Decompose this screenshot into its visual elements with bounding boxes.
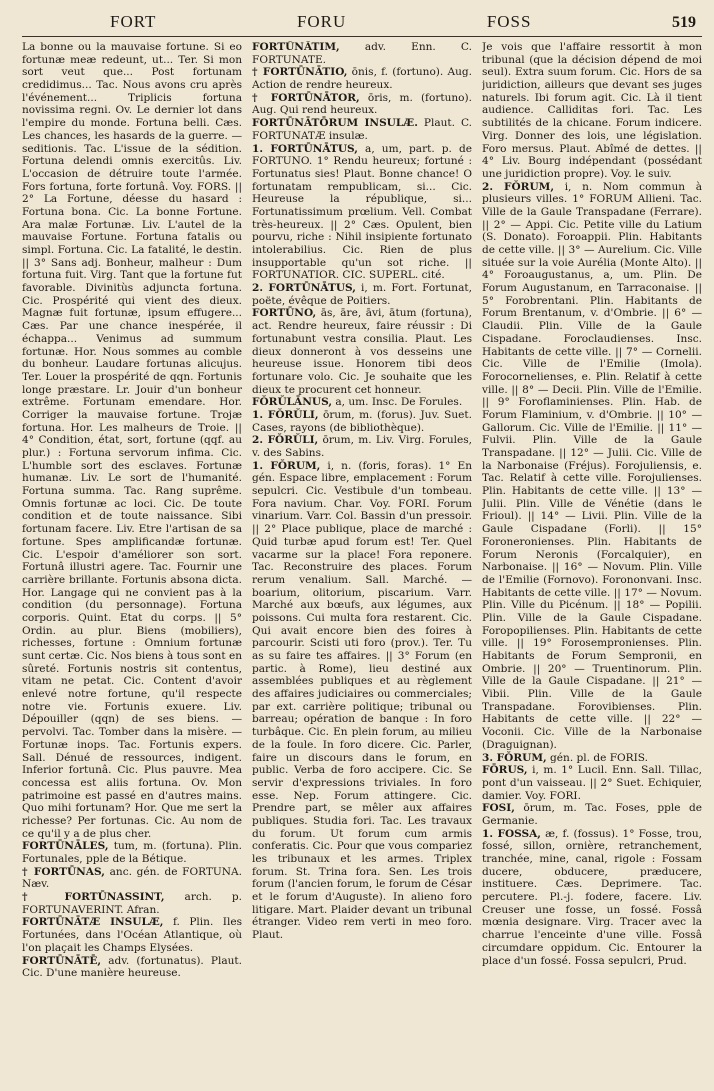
entry-text: tum, m. (fortuna). Plin. Fortunales, pple de la Bétique. <box>22 840 242 865</box>
entry-headword: 2. FŎRŬLI, <box>252 434 319 447</box>
entry-text: a, um. Insc. De Forules. <box>335 396 463 409</box>
entry-headword: † FORTŪNAS, <box>22 865 105 878</box>
entry-text: Je vois que l'affaire ressortit à mon tribunal (que la décision dépend de moi seul). Extra suum forum. Cic. Hors de sa juridiction, ailleurs que devant ses juges naturels. Ibi forum agit. Cic. Là il tient audience. Calliditas fori. Tac. Les subtilités de la chicane. Forum indicere. Virg. Donner des lois, une législation. Foro mersus. Plaut. Abîmé de dettes. || 4° Liv. Bourg indépendant (possédant une juridiction propre). Voy. le suiv. <box>482 41 702 180</box>
entry-text: ōris, m. (fortuno). Aug. Qui rend heureux. <box>252 91 472 117</box>
entry-text: La bonne ou la mauvaise fortune. Si eo fortunæ meæ redeunt, ut... Ter. Si mon sort veut que... Post fortunam credidimus... Tac. Nous avons cru après l'événement... Triplicis fortuna novissima regni. Ov. Le dernier lot dans l'empire du monde. Fortuna belli. Cæs. Les chances, les hasards de la guerre. — seditionis. Tac. L'issue de la sédition. Fortuna delendi omnis exercitûs. Liv. L'occasion de détruire toute l'armée. Fors fortuna, forte fortunâ. Voy. FORS. || 2° La Fortune, déesse du hasard : Fortuna bona. Cic. La bonne Fortune. Ara malæ Fortunæ. Liv. L'autel de la mauvaise Fortune. Fortuna fatalis ou simpl. Fortuna. Cic. La fatalité, le destin. || 3° Sans adj. Bonheur, malheur : Dum fortuna fuit. Virg. Tant que la fortune fut favorable. Divinitùs adjuncta fortuna. Cic. Prospérité qui vient des dieux. Magnæ fuit fortunæ, ipsum effugere... Cæs. Par une chance inespérée, il échappa... Venimus ad summum fortunæ. Hor. Nous sommes au comble du bonheur. Laudare fortunas alicujus. Ter. Louer la prospérité de qqn. Fortunis longe præstare. Lr. Jouir d'un bonheur extrême. Fortunam emendare. Hor. Corriger la mauvaise fortune. Trojæ fortuna. Hor. Les malheurs de Troie. || 4° Condition, état, sort, fortune (qqf. au plur.) : Fortuna servorum infima. Cic. L'humble sort des esclaves. Fortunæ humanæ. Liv. Le sort de l'humanité. Fortuna summa. Tac. Rang suprême. Omnis fortunæ ac loci. Cic. De toute condition et de toute naissance. Sibi fortunam facere. Liv. Etre l'artisan de sa fortune. Spes amplificandæ fortunæ. Cic. L'espoir d'améliorer son sort. Fortunâ illustri agere. Tac. Fournir une carrière brillante. Fortunis absona dicta. Hor. Langage qui ne convient pas à la condition (du personnage). Fortuna corporis. Quint. Etat du corps. || 5° Ordin. au plur. Biens (mobiliers), richesses, fortune : Omnium fortunæ sunt certæ. Cic. Nos biens à tous sont en sûreté. Fortunis nostris sit contentus, vitam ne petat. Cic. Content d'avoir enlevé notre fortune, qu'il respecte notre vie. Fortunis exuere. Liv. Dépouiller (qqn) de ses biens. — pervolvi. Tac. Tomber dans la misère. — Fortunæ inops. Tac. Fortunis expers. Sall. Dénué de ressources, indigent. Inferior fortunâ. Cic. Plus pauvre. Mea concessa est aliis fortuna. Ov. Mon patrimoine est passé en d'autres mains. Quo mihi fortunam? Hor. Que me sert la richesse? Per fortunas. Cic. Au nom de ce qu'il y a de plus cher. <box>22 41 242 840</box>
dictionary-entry <box>482 802 702 827</box>
entry-headword: 1. FŎRUM, <box>252 459 321 472</box>
dictionary-entry <box>252 117 472 142</box>
entry-text: adv. (fortunatus). Plaut. Cic. D'une manière heureuse. <box>22 954 242 980</box>
dictionary-entry <box>22 41 242 840</box>
column-3 <box>482 41 702 1091</box>
entry-headword: 1. FOSSA, <box>482 827 541 840</box>
entry-text: ās, āre, āvi, ātum (fortuna), act. Rendre heureux, faire réussir : Di fortunabunt vestra consilia. Plaut. Les dieux donneront à vos desseins une heureuse issue. Honorem tibi deos fortunare volo. Cic. Je souhaite que les dieux te procurent cet honneur. <box>252 307 472 396</box>
entry-headword: FŎRŬLĀNUS, <box>252 396 332 409</box>
dictionary-entry <box>482 828 702 968</box>
dictionary-entry <box>252 307 472 396</box>
entry-text: æ, f. (fossus). 1° Fosse, trou, fossé, sillon, ornière, retranchement, tranchée, mine, canal, rigole : Fossam ducere, obducere, præducere, instituere. Cæs. Deprimere. Tac. percutere. Pl.-j. fodere, facere. Liv. Creuser une fosse, un fossé. Fossâ mœnia designare. Virg. Tracer avec la charrue l'enceinte d'une ville. Fossâ circumdare oppidum. Cic. Entourer la place d'un fossé. Fossa sepulcri, Prud. <box>482 827 702 967</box>
header-left-guideword: FORT <box>110 12 157 31</box>
entry-headword: 3. FŎRUM, <box>482 751 547 764</box>
running-header <box>22 10 702 37</box>
dictionary-entry <box>22 891 242 916</box>
column-1 <box>22 41 242 1091</box>
entry-text: i, n. Nom commun à plusieurs villes. 1° FORUM Allieni. Tac. Ville de la Gaule Transpadane (Ferrare). || 2° — Appi. Cic. Petite ville du Latium (S. Donato). Foroappii. Plin. Habitants de cette ville. || 3° — Aurelium. Cic. Ville située sur la voie Aurélia (Monte Alto). || 4° Foroaugustanus, a, um. Plin. De Forum Augustanum, en Tarraconaise. || 5° Forobrentani. Plin. Habitants de Forum Brentanum, v. d'Ombrie. || 6° — Claudii. Plin. Ville de la Gaule Cispadane. Foroclaudienses. Insc. Habitants de cette ville. || 7° — Cornelii. Cic. Ville de l'Emilie (Imola). Forocornelienses, e. Plin. Relatif à cette ville. || 8° — Decii. Plin. Ville de l'Emilie. || 9° Foroflaminienses. Plin. Hab. de Forum Flaminium, v. d'Ombrie. || 10° — Gallorum. Cic. Ville de l'Emilie. || 11° — Fulvii. Plin. Ville de la Gaule Transpadane. || 12° — Julii. Cic. Ville de la Narbonaise (Fréjus). Forojuliensis, e. Tac. Relatif à cette ville. Forojulienses. Plin. Habitants de cette ville. || 13° — Julii. Plin. Ville de Vénétie (dans le Frioul). || 14° — Livii. Plin. Ville de la Gaule Cispadane (Forli). || 15° Foroneronienses. Plin. Habitants de Forum Neronis (Forcalquier), en Narbonaise. || 16° — Novum. Plin. Ville de l'Emilie (Fornovo). Forononvani. Insc. Habitants de cette ville. || 17° — Novum. Plin. Ville du Picénum. || 18° — Popilii. Plin. Ville de la Gaule Cispadane. Foropopilienses. Plin. Habitants de cette ville. || 19° Forosempronienses. Plin. Habitants de Forum Sempronii, en Ombrie. || 20° — Truentinorum. Plin. Ville de la Gaule Cispadane. || 21° — Vibii. Plin. Ville de la Gaule Transpadane. Forovibienses. Plin. Habitants de cette ville. || 22° — Voconii. Cic. Ville de la Narbonaise (Draguignan). <box>482 180 702 751</box>
dictionary-entry <box>252 143 472 283</box>
page-number: 519 <box>671 14 696 31</box>
entry-headword: FŌRUS, <box>482 764 528 777</box>
entry-headword: FORTŪNĀTIM, <box>252 41 340 53</box>
entry-headword: FOSI, <box>482 802 515 815</box>
column-2 <box>252 41 472 1091</box>
dictionary-entry <box>22 840 242 865</box>
entry-text: ōrum, m. Tac. Foses, pple de Germanie. <box>482 802 702 827</box>
entry-text: f. Plin. Iles Fortunées, dans l'Océan Atlantique, où l'on plaçait les Champs Elysées. <box>22 916 242 954</box>
entry-headword: FORTŪNĀTŌRUM INSULÆ. <box>252 117 418 130</box>
dictionary-entry <box>482 41 702 181</box>
dictionary-entry <box>252 41 472 66</box>
entry-text: i, m. Fort. Fortunat, poëte, évêque de Poitiers. <box>252 282 472 307</box>
entry-text: adv. Enn. C. FORTUNATE. <box>252 41 472 66</box>
entry-text: arch. p. FORTUNAVERINT. Afran. <box>22 891 242 916</box>
dictionary-entry <box>252 92 472 117</box>
text-columns <box>22 41 702 1091</box>
dictionary-entry <box>482 752 702 765</box>
header-center-guideword: FORU <box>296 12 347 31</box>
dictionary-entry <box>252 396 472 409</box>
dictionary-entry <box>252 460 472 942</box>
entry-text: i, m. 1° Lucil. Enn. Sall. Tillac, pont d'un vaisseau. || 2° Suet. Echiquier, damier. Voy. FORI. <box>482 764 702 802</box>
entry-text: a, um, part. p. de FORTUNO. 1° Rendu heureux; fortuné : Fortunatus sies! Plaut. Bonne chance! O fortunatam rempublicam, si... Cic. Heureuse la république, si... Fortunatissimum prœlium. Vell. Combat très-heureux. || 2° Cæs. Opulent, bien pourvu, riche : Nihil insipiente fortunato intolerabilius. Cic. Rien de plus insupportable qu'un sot riche. || FORTUNATIOR. CIC. SUPERL. cité. <box>252 142 472 282</box>
dictionary-entry <box>252 66 472 91</box>
entry-headword: 2. FŎRUM, <box>482 180 554 193</box>
dictionary-entry <box>482 764 702 802</box>
entry-headword: † FORTŪNĀTOR, <box>252 91 360 104</box>
dictionary-entry <box>22 916 242 954</box>
entry-text: ōrum, m. (forus). Juv. Suet. Cases, rayons (de bibliothèque). <box>252 408 472 434</box>
entry-headword: FORTŪNĀTĒ, <box>22 954 102 967</box>
entry-headword: FORTŪNĀLES, <box>22 840 109 853</box>
entry-headword: FORTŪNĀTÆ INSULÆ, <box>22 916 164 929</box>
entry-text: Plaut. C. FORTUNATÆ insulæ. <box>252 117 472 142</box>
entry-text: gén. pl. de FORIS. <box>550 751 648 764</box>
entry-headword: FORTŪNO, <box>252 307 317 320</box>
entry-text: ōrum, m. Liv. Virg. Forules, v. des Sabins. <box>252 434 472 459</box>
dictionary-entry <box>482 181 702 752</box>
entry-text: ōnis, f. (fortuno). Aug. Action de rendre heureux. <box>252 66 472 92</box>
entry-text: anc. gén. de FORTUNA. Næv. <box>22 865 242 891</box>
dictionary-entry <box>22 955 242 980</box>
entry-text: i, n. (foris, foras). 1° En gén. Espace libre, emplacement : Forum sepulcri. Cic. Vestibule d'un tombeau. Fora navium. Char. Voy. FORI. Forum vinarium. Varr. Col. Bassin d'un pressoir. || 2° Place publique, place de marché : Quid turbæ apud forum est! Ter. Quel vacarme sur la place! Fora reponere. Tac. Reconstruire des places. Forum rerum venalium. Sall. Marché. — boarium, olitorium, piscarium. Varr. Marché aux bœufs, aux légumes, aux poissons. Cui multa fora restarent. Cic. Qui avait encore bien des foires à parcourir. Scisti uti foro (prov.). Ter. Tu as su faire tes affaires. || 3° Forum (en partic. à Rome), lieu destiné aux assemblées publiques et au règlement des affaires judiciaires ou commerciales; par ext. carrière politique; tribunal ou barreau; opération de banque : In foro turbâque. Cic. En plein forum, au milieu de la foule. In foro dicere. Cic. Parler, faire un discours dans le forum, en public. Verba de foro accipere. Cic. Se servir d'expressions triviales. In foro esse. Nep. Forum attingere. Cic. Prendre part, se mêler aux affaires publiques. Studia fori. Tac. Les travaux du forum. Ut forum cum armis conferatis. Cic. Pour que vous compariez les tribunaux et les armes. Triplex forum. St. Trina fora. Sen. Les trois forum (l'ancien forum, le forum de César et le forum d'Auguste). In alieno foro litigare. Mart. Plaider devant un tribunal étranger. Video rem verti in meo foro. Plaut. <box>252 459 472 942</box>
dictionary-entry <box>252 409 472 434</box>
dictionary-entry <box>22 866 242 891</box>
entry-headword: † FORTŪNĀTIO, <box>252 66 348 79</box>
entry-headword: 2. FORTŪNĀTUS, <box>252 282 356 295</box>
dictionary-entry <box>252 434 472 459</box>
header-right-guideword: FOSS <box>486 12 532 31</box>
entry-headword: 1. FORTŪNĀTUS, <box>252 142 358 155</box>
entry-headword: 1. FŎRŬLI, <box>252 408 319 421</box>
entry-headword: † FORTŪNASSINT, <box>22 891 165 904</box>
dictionary-entry <box>252 282 472 307</box>
